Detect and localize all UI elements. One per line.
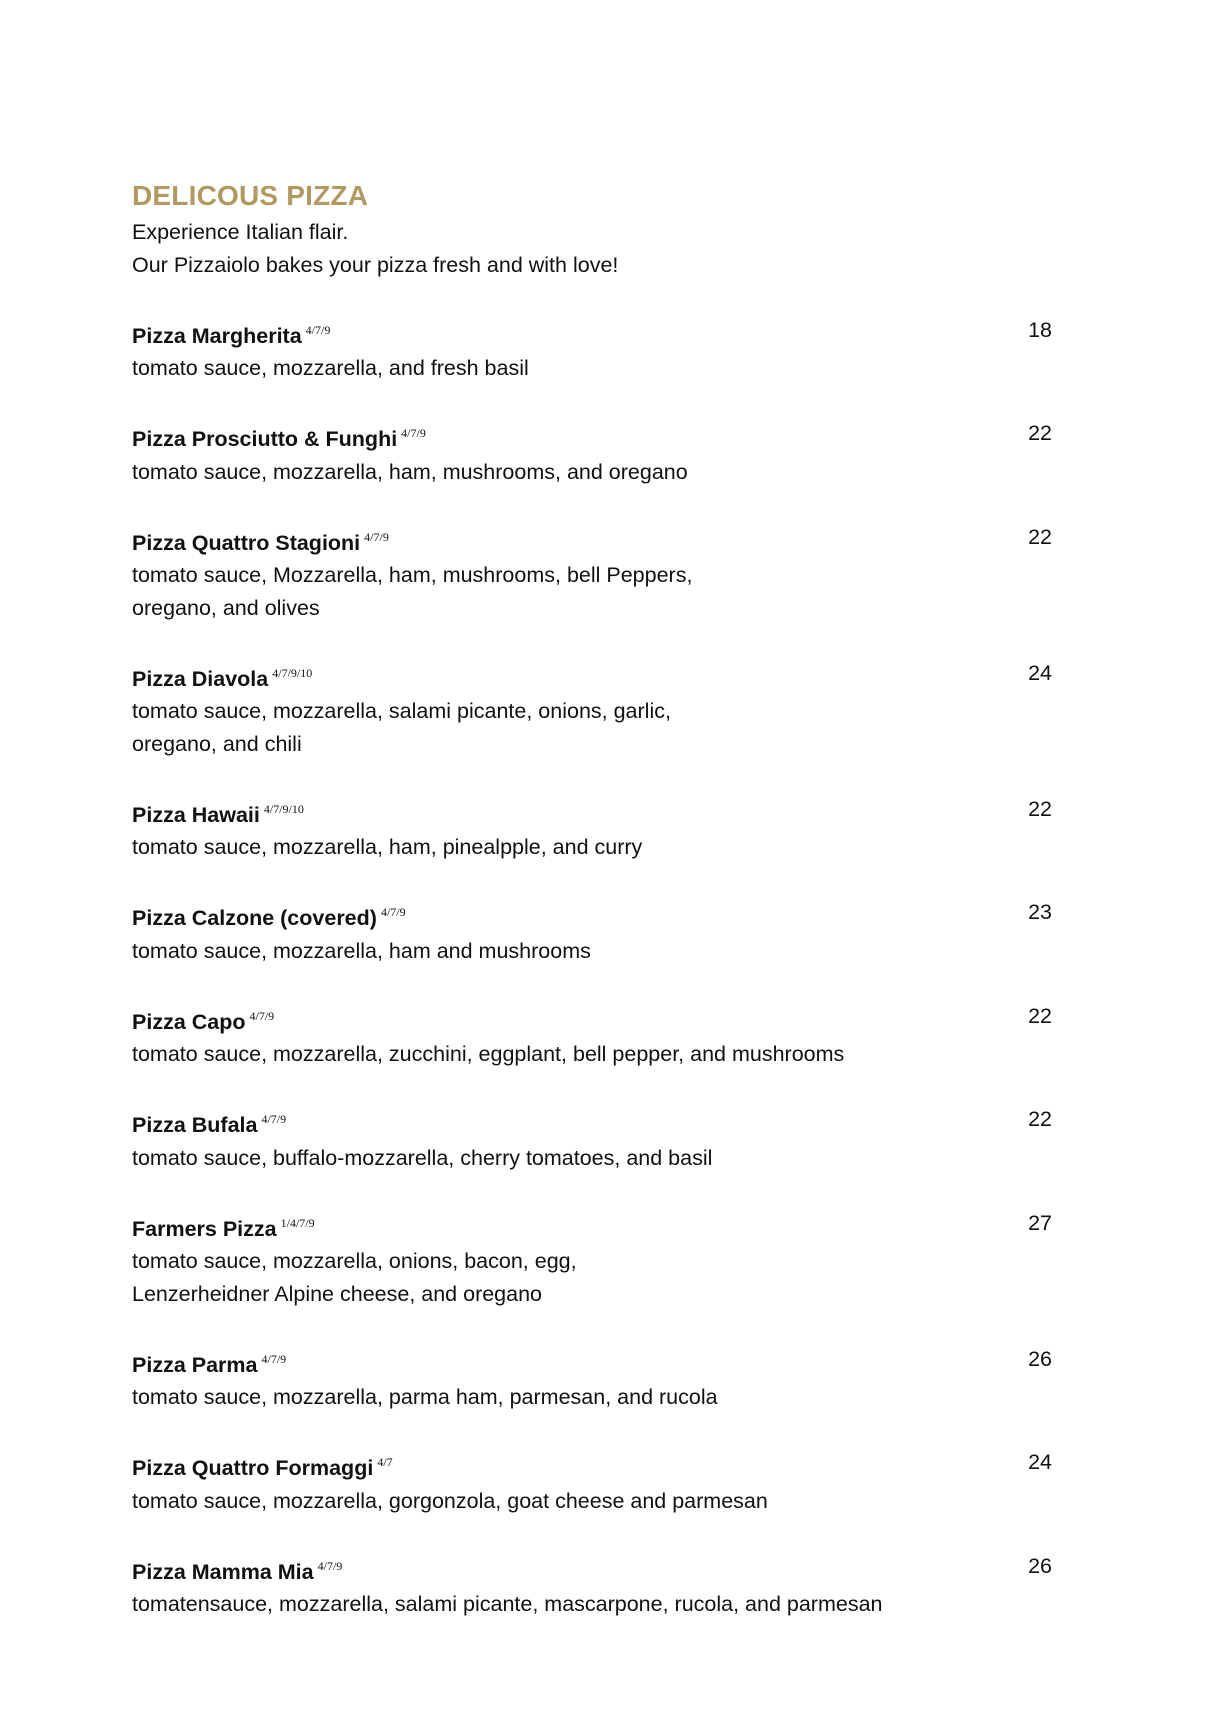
item-price: 24 xyxy=(1028,660,1052,685)
item-name: Pizza Quattro Stagioni xyxy=(132,530,361,555)
item-price: 22 xyxy=(1028,796,1052,821)
item-allergens: 1/4/7/9 xyxy=(280,1215,315,1230)
item-price: 22 xyxy=(1028,421,1052,445)
item-description: tomato sauce, mozzarella, gorgonzola, goat cheese and parmesan xyxy=(132,1488,768,1513)
item-price: 24 xyxy=(1028,1450,1052,1474)
item-name-line xyxy=(132,1343,1052,1382)
menu-page xyxy=(132,176,1052,1653)
menu-item xyxy=(132,1103,1052,1174)
item-description: tomato sauce, mozzarella, salami picante, onions, garlic, oregano, and chili xyxy=(132,699,671,756)
item-name-line xyxy=(132,793,1052,832)
item-name-line xyxy=(132,1207,1052,1246)
item-price: 22 xyxy=(1028,1107,1052,1131)
menu-item xyxy=(132,657,1052,761)
item-description: tomato sauce, mozzarella, parma ham, parmesan, and rucola xyxy=(132,1385,718,1409)
menu-list xyxy=(132,314,1052,1621)
item-allergens: 4/7/9 xyxy=(249,1008,275,1023)
item-price: 18 xyxy=(1028,317,1052,342)
menu-item xyxy=(132,1207,1052,1311)
item-allergens: 4/7/9 xyxy=(305,322,331,337)
item-name: Pizza Parma xyxy=(132,1352,258,1377)
item-allergens: 4/7/9 xyxy=(380,905,406,919)
item-name: Farmers Pizza xyxy=(132,1216,277,1241)
item-price: 27 xyxy=(1028,1210,1052,1235)
menu-item xyxy=(132,793,1052,864)
item-description: tomato sauce, mozzarella, zucchini, eggplant, bell pepper, and mushrooms xyxy=(132,1042,845,1066)
item-allergens: 4/7/9 xyxy=(261,1351,287,1366)
item-name-line xyxy=(132,1550,1052,1589)
menu-item xyxy=(132,1000,1052,1071)
menu-item xyxy=(132,1343,1052,1414)
item-name: Pizza Calzone (covered) xyxy=(132,906,377,930)
item-description: tomato sauce, mozzarella, and fresh basil xyxy=(132,356,529,380)
item-name: Pizza Prosciutto & Funghi xyxy=(132,427,398,451)
item-description: tomato sauce, mozzarella, onions, bacon, egg, Lenzerheidner Alpine cheese, and oregano xyxy=(132,1249,577,1306)
item-name: Pizza Hawaii xyxy=(132,802,260,827)
item-price: 22 xyxy=(1028,1003,1052,1028)
menu-item xyxy=(132,521,1052,625)
menu-item xyxy=(132,1446,1052,1517)
item-description: tomato sauce, Mozzarella, ham, mushrooms, bell Peppers, oregano, and olives xyxy=(132,563,693,620)
item-name: Pizza Quattro Formaggi xyxy=(132,1456,374,1480)
menu-item xyxy=(132,314,1052,385)
item-allergens: 4/7/9/10 xyxy=(272,665,313,680)
item-name: Pizza Diavola xyxy=(132,666,269,691)
item-name-line xyxy=(132,417,1052,456)
item-description: tomato sauce, mozzarella, ham, pinealpple, and curry xyxy=(132,835,643,859)
menu-item xyxy=(132,896,1052,967)
item-allergens: 4/7/9/10 xyxy=(263,801,304,816)
item-name: Pizza Margherita xyxy=(132,323,302,348)
menu-item xyxy=(132,417,1052,488)
item-name-line xyxy=(132,1103,1052,1142)
menu-title: DELICOUS PIZZA xyxy=(132,180,369,211)
item-price: 26 xyxy=(1028,1553,1052,1578)
item-name-line xyxy=(132,896,1052,935)
item-name: Pizza Capo xyxy=(132,1009,246,1034)
item-allergens: 4/7/9 xyxy=(364,529,389,544)
item-name: Pizza Mamma Mia xyxy=(132,1559,314,1584)
menu-item xyxy=(132,1550,1052,1621)
item-name-line xyxy=(132,1446,1052,1485)
item-allergens: 4/7/9 xyxy=(261,1112,287,1126)
intro-line: Our Pizzaiolo bakes your pizza fresh and with love! xyxy=(132,252,619,277)
item-price: 22 xyxy=(1028,524,1052,549)
item-name-line xyxy=(132,1000,1052,1039)
menu-intro xyxy=(132,216,1052,281)
item-price: 23 xyxy=(1028,900,1052,924)
item-description: tomato sauce, mozzarella, ham, mushrooms, and oregano xyxy=(132,459,688,484)
item-name-line xyxy=(132,521,1052,560)
item-name-line xyxy=(132,314,1052,353)
intro-line: Experience Italian flair. xyxy=(132,220,349,244)
item-description: tomato sauce, mozzarella, ham and mushrooms xyxy=(132,938,591,963)
item-name-line xyxy=(132,657,1052,696)
item-description: tomatensauce, mozzarella, salami picante, mascarpone, rucola, and parmesan xyxy=(132,1592,883,1616)
item-allergens: 4/7/9 xyxy=(317,1558,343,1573)
item-allergens: 4/7 xyxy=(377,1455,393,1469)
item-price: 26 xyxy=(1028,1346,1052,1371)
item-description: tomato sauce, buffalo-mozzarella, cherry tomatoes, and basil xyxy=(132,1145,713,1170)
item-name: Pizza Bufala xyxy=(132,1113,258,1137)
item-allergens: 4/7/9 xyxy=(401,426,426,440)
